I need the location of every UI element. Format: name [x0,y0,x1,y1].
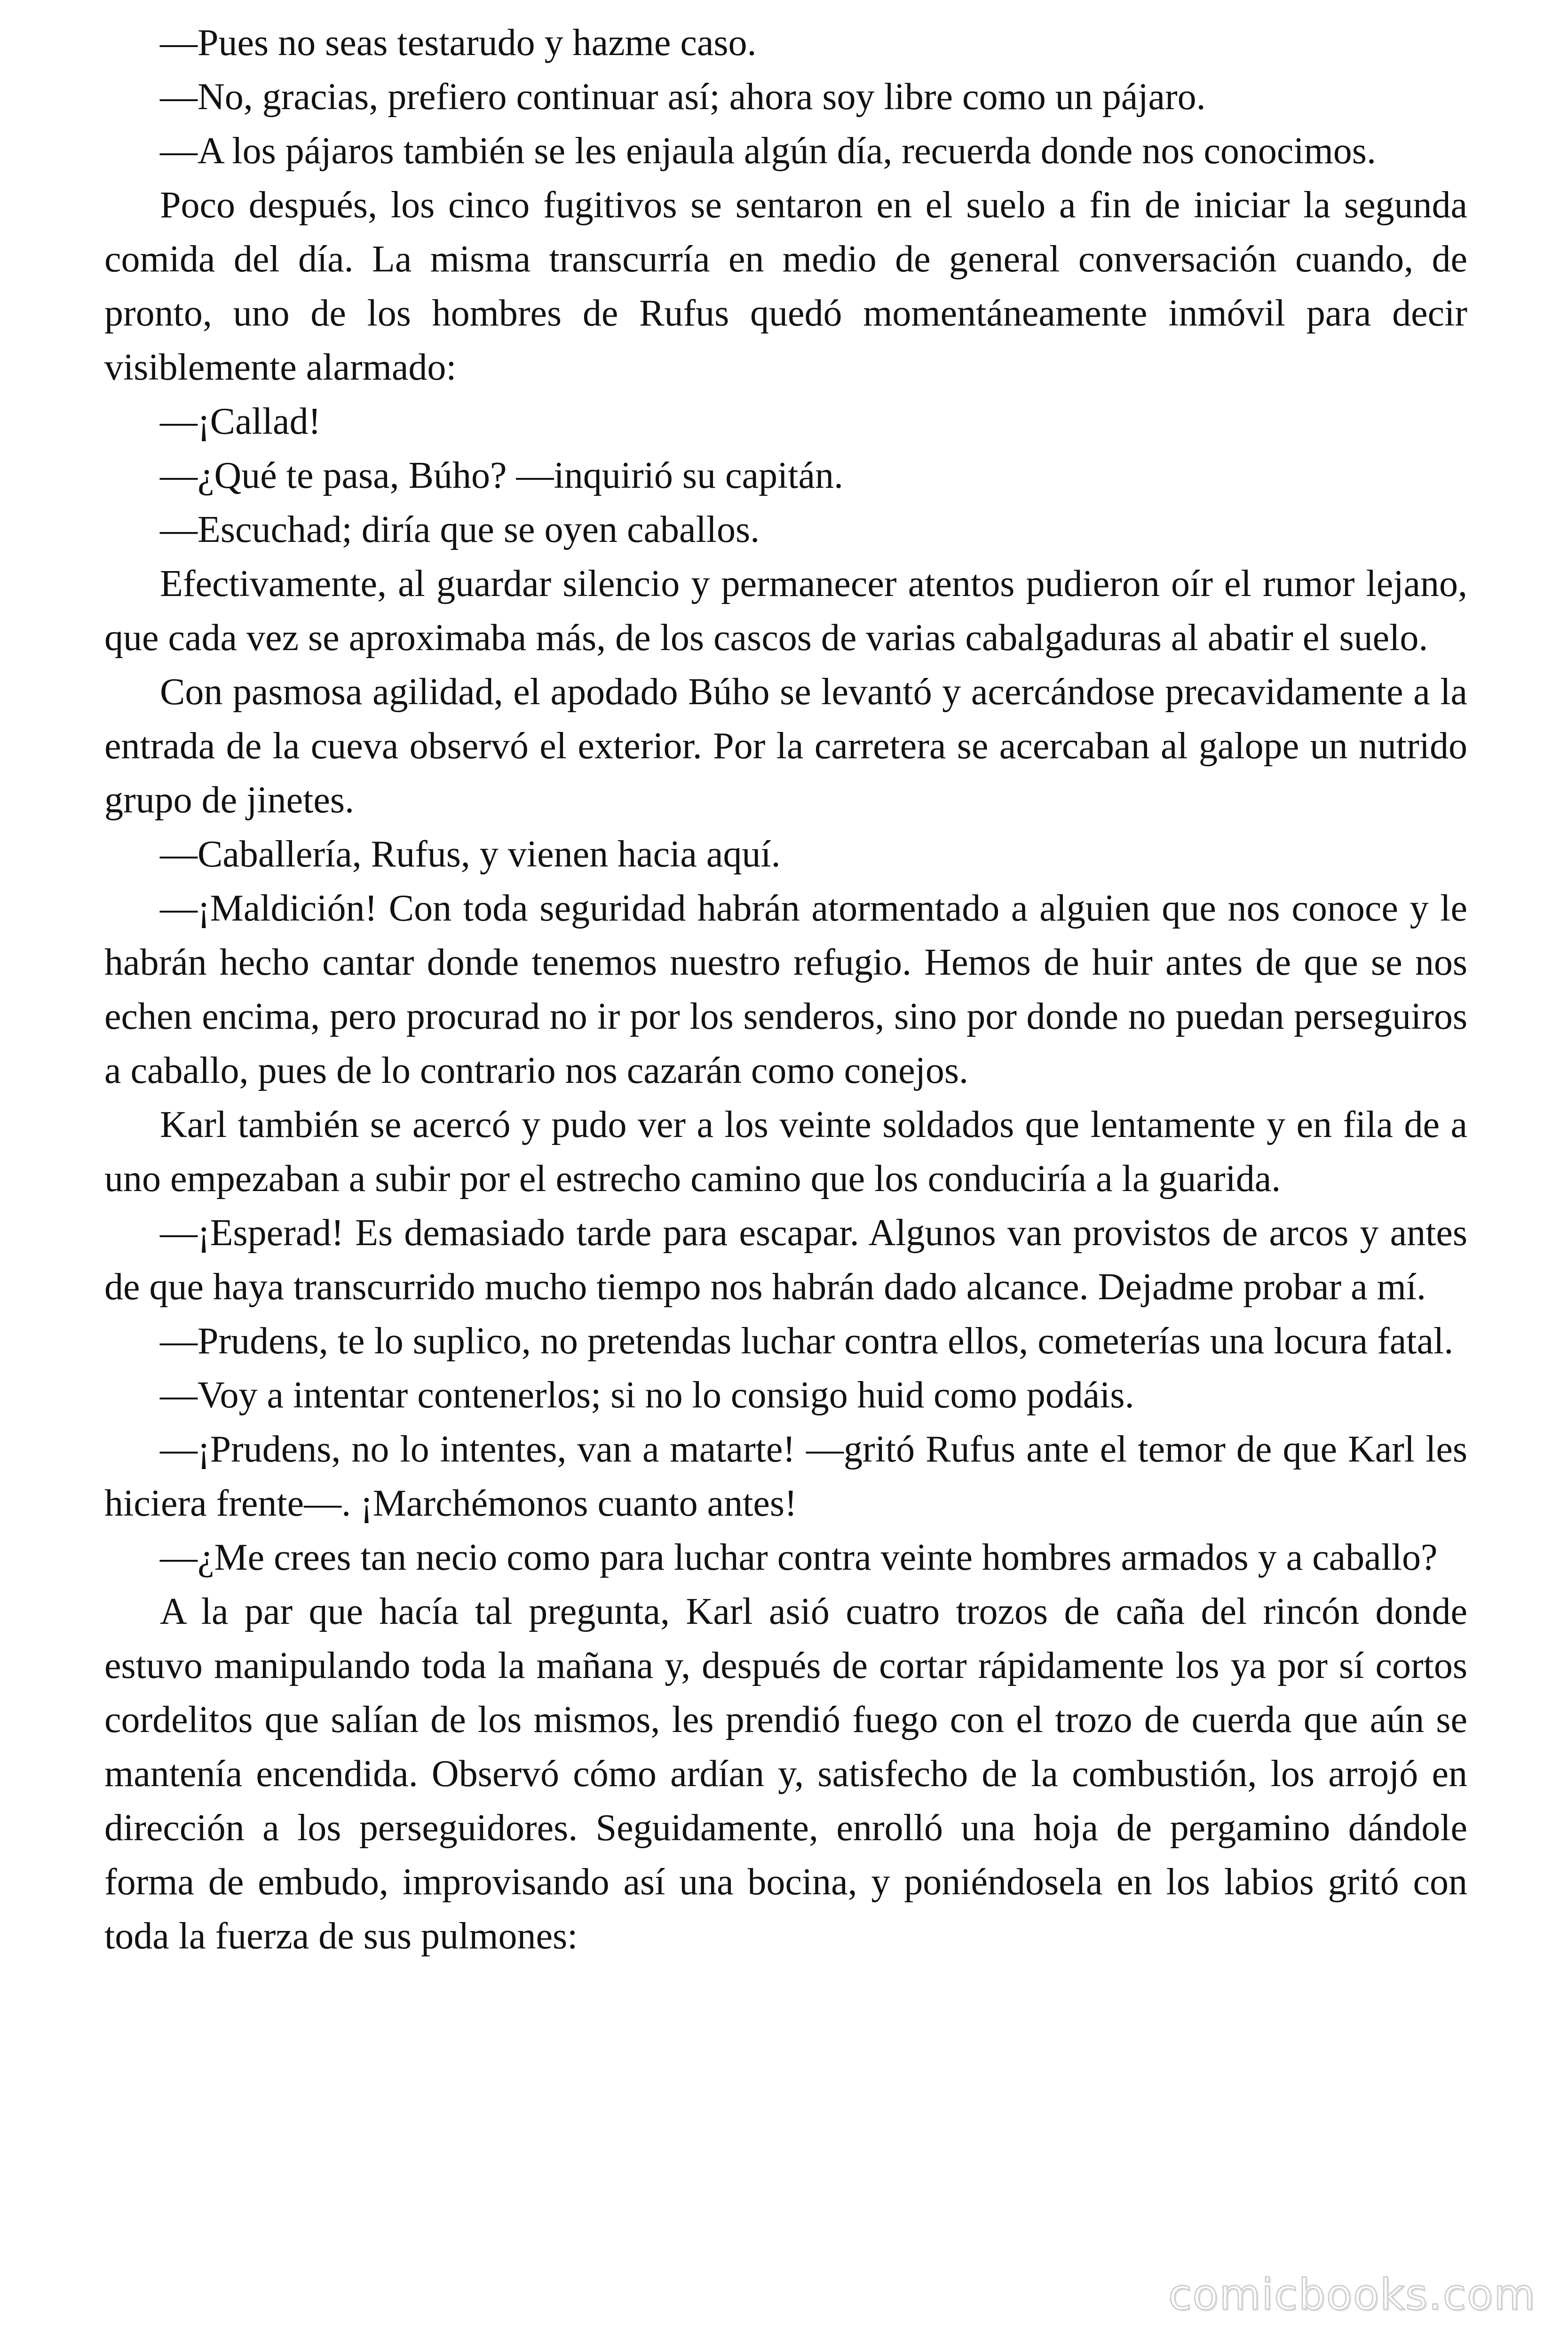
paragraph: —Escuchad; diría que se oyen caballos. [160,509,760,550]
watermark-text: comicbooks.com [1168,2270,1536,2320]
page-body-text [104,16,1467,1963]
paragraph: Poco después, los cinco fugitivos se sentaron en el suelo a fin de iniciar la segunda comida del día. La misma transcurría en medio de general conversación cuando, de pronto, uno de los hombres de Rufus quedó momentáneamente inmóvil para decir visiblemente alarmado: [104,184,1467,388]
paragraph: —¿Me crees tan necio como para luchar contra veinte hombres armados y a caballo? [160,1537,1438,1578]
paragraph: —¡Esperad! Es demasiado tarde para escapar. Algunos van provistos de arcos y antes de que haya transcurrido mucho tiempo nos habrán dado alcance. Dejadme probar a mí. [104,1212,1467,1308]
paragraph: —¿Qué te pasa, Búho? —inquirió su capitán. [160,455,843,496]
paragraph: —Voy a intentar contenerlos; si no lo consigo huid como podáis. [160,1375,1134,1416]
paragraph: Con pasmosa agilidad, el apodado Búho se levantó y acercándose precavidamente a la entrada de la cueva observó el exterior. Por la carretera se acercaban al galope un nutrido grupo de jinetes. [104,671,1467,821]
paragraph: A la par que hacía tal pregunta, Karl asió cuatro trozos de caña del rincón donde estuvo manipulando toda la mañana y, después de cortar rápidamente los ya por sí cortos cordelitos que salían de los mismos, les prendió fuego con el trozo de cuerda que aún se mantenía encendida. Observó cómo ardían y, satisfecho de la combustión, los arrojó en dirección a los perseguidores. Seguidamente, enrolló una hoja de pergamino dándole forma de embudo, improvisando así una bocina, y poniéndosela en los labios gritó con toda la fuerza de sus pulmones: [104,1591,1467,1957]
paragraph: —Prudens, te lo suplico, no pretendas luchar contra ellos, cometerías una locura fatal. [160,1320,1454,1362]
paragraph: Efectivamente, al guardar silencio y permanecer atentos pudieron oír el rumor lejano, que cada vez se aproximaba más, de los cascos de varias cabalgaduras al abatir el suelo. [104,563,1467,659]
paragraph: —A los pájaros también se les enjaula algún día, recuerda donde nos conocimos. [160,130,1376,172]
paragraph: —¡Callad! [160,401,321,442]
paragraph: —Caballería, Rufus, y vienen hacia aquí. [160,834,781,875]
paragraph: —No, gracias, prefiero continuar así; ahora soy libre como un pájaro. [160,76,1206,118]
paragraph: Karl también se acercó y pudo ver a los veinte soldados que lentamente y en fila de a uno empezaban a subir por el estrecho camino que los conduciría a la guarida. [104,1104,1467,1200]
paragraph: —¡Prudens, no lo intentes, van a matarte! —gritó Rufus ante el temor de que Karl les hiciera frente—. ¡Marchémonos cuanto antes! [104,1429,1467,1524]
paragraph: —Pues no seas testarudo y hazme caso. [160,22,757,64]
paragraph: —¡Maldición! Con toda seguridad habrán atormentado a alguien que nos conoce y le habrán hecho cantar donde tenemos nuestro refugio. Hemos de huir antes de que se nos echen encima, pero procurad no ir por los senderos, sino por donde no puedan perseguiros a caballo, pues de lo contrario nos cazarán como conejos. [104,888,1467,1091]
